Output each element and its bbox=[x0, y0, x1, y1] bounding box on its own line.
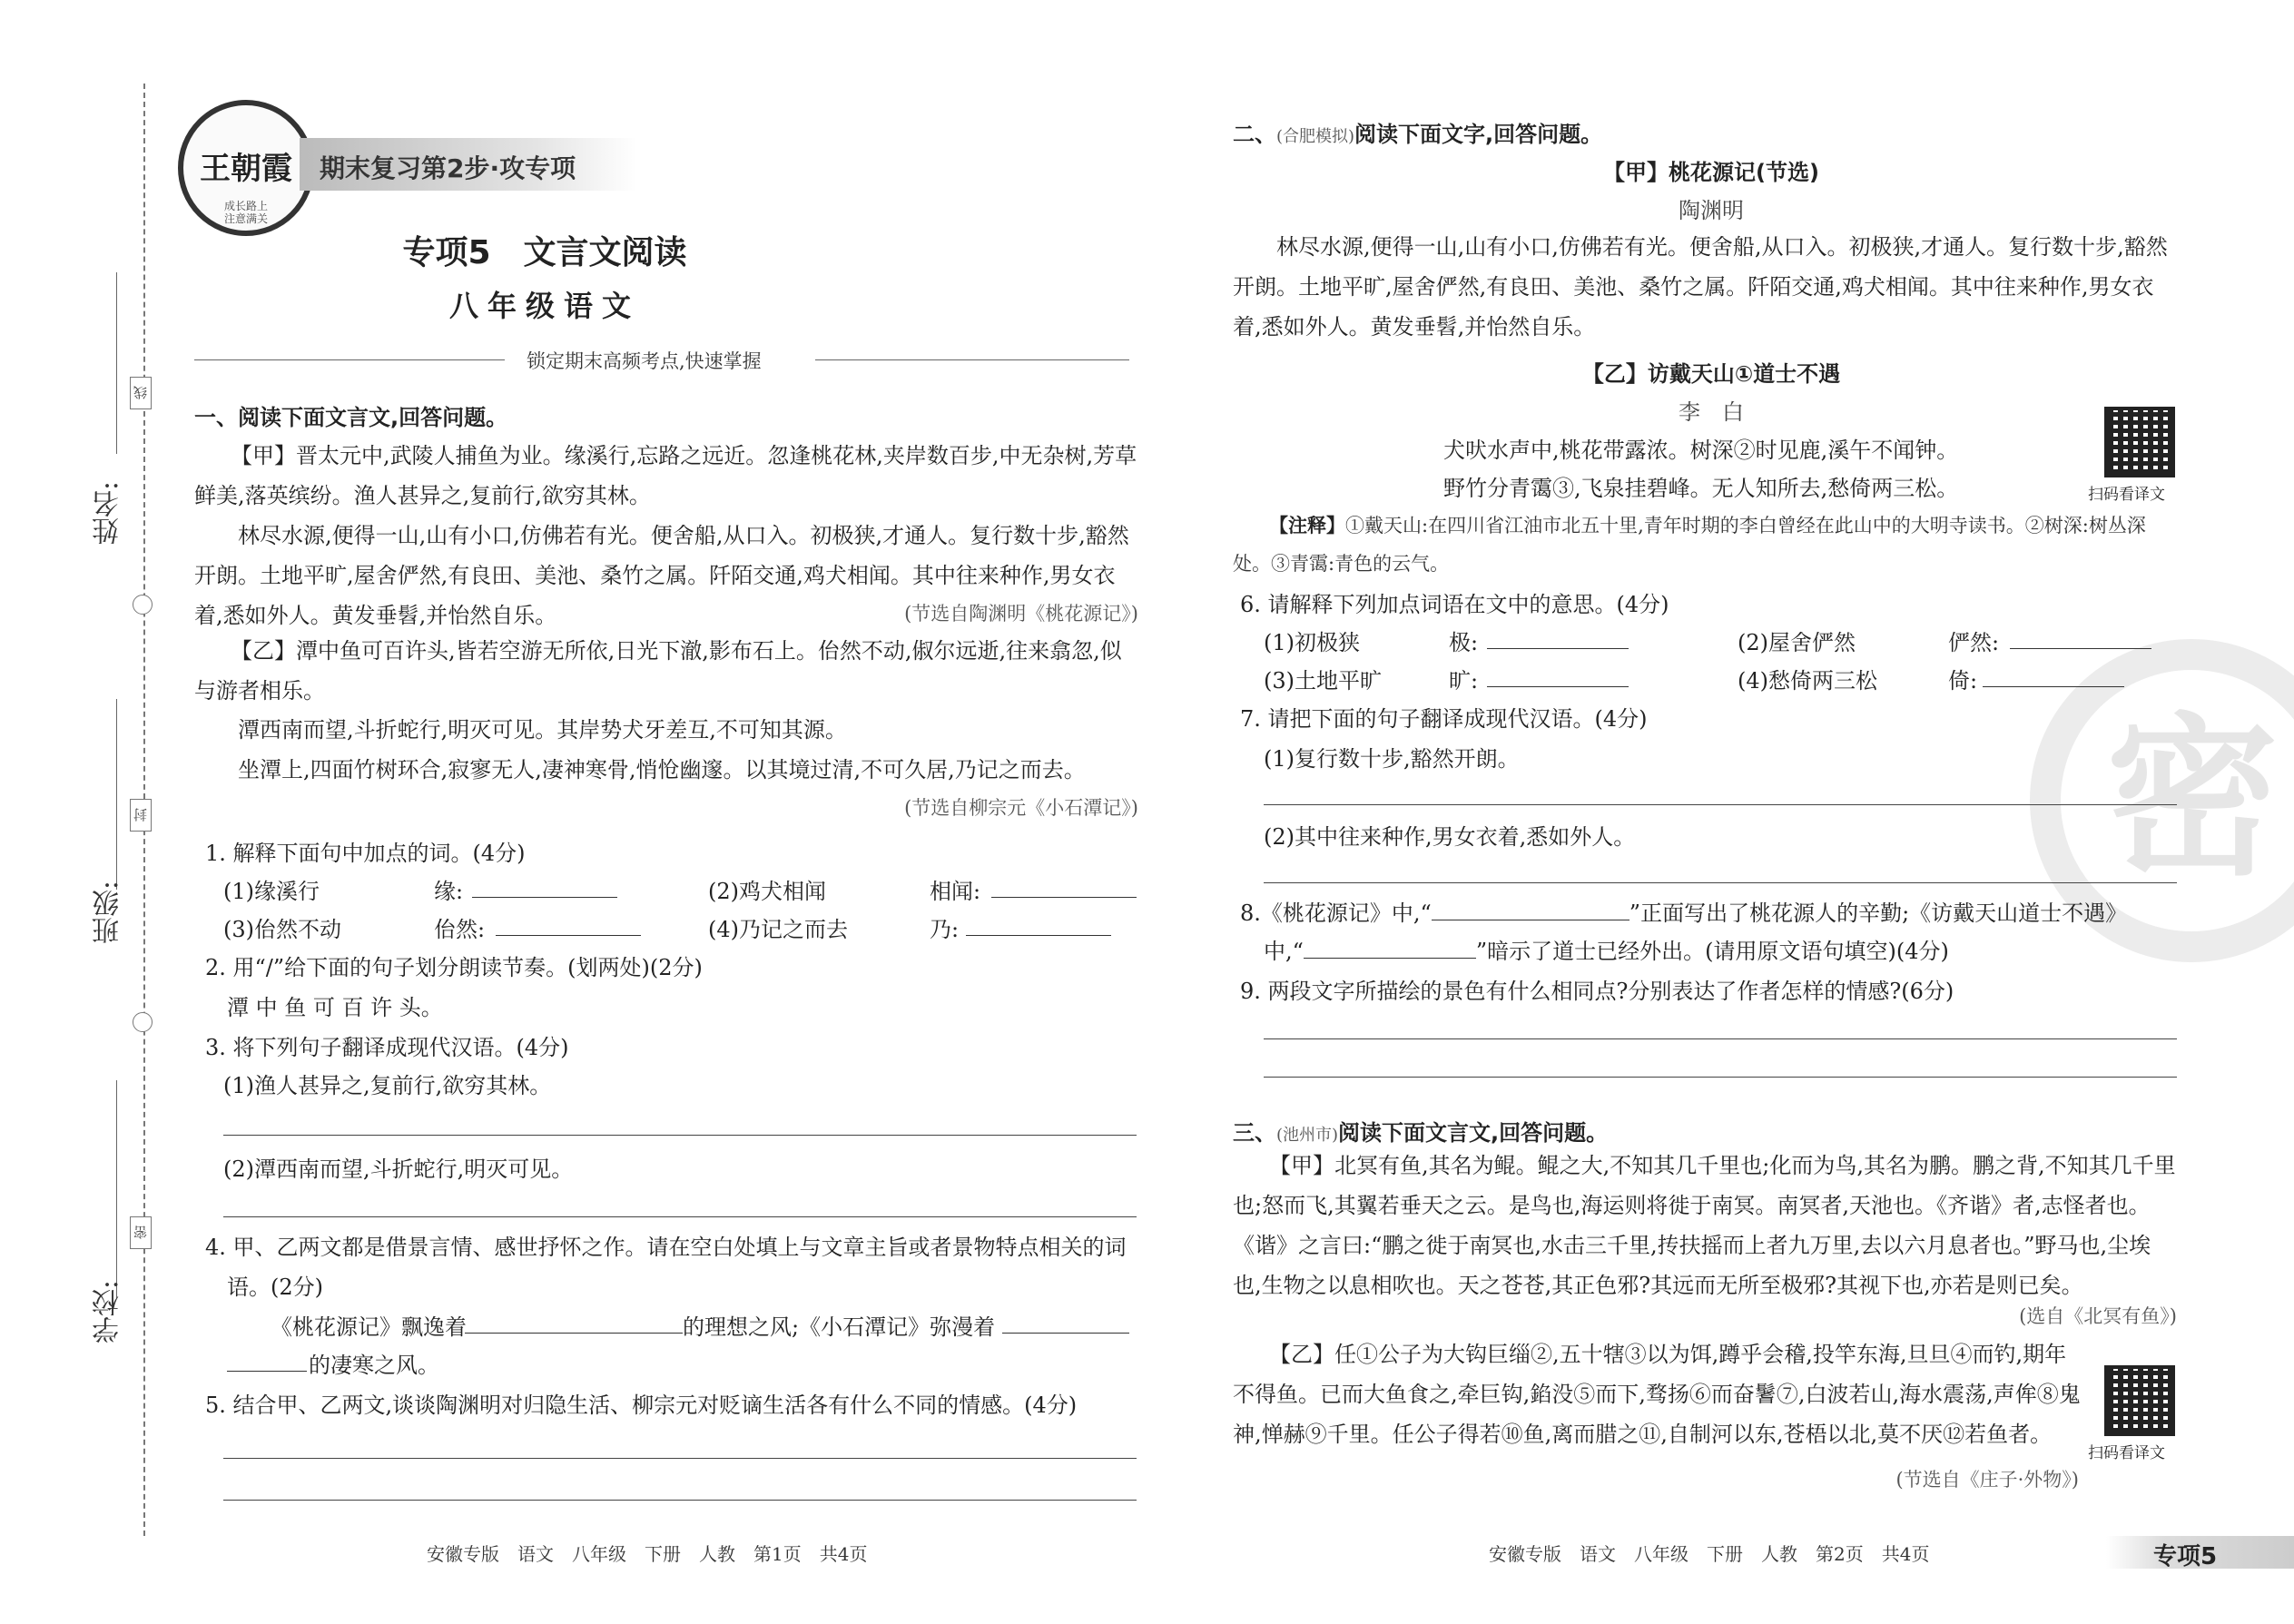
poem-line-2: 野竹分青霭③,飞泉挂碧峰。无人知所去,愁倚两三松。 bbox=[1443, 476, 1959, 501]
jia-title: 【甲】桃花源记(节选) bbox=[1603, 160, 1819, 185]
divider bbox=[194, 359, 505, 360]
q8-text-a: 8.《桃花源记》中,“ bbox=[1240, 901, 1432, 926]
q1-answer-2[interactable] bbox=[991, 877, 1137, 898]
q1-item-1-key: 缘: bbox=[434, 879, 464, 904]
question-4: 4. 甲、乙两文都是借景言情、感世抒怀之作。请在空白处填上与文章主旨或者景物特点相关的词语。(2分) bbox=[205, 1235, 1127, 1300]
annotation bbox=[1233, 507, 2177, 583]
q6-item-1-key: 极: bbox=[1449, 630, 1479, 655]
question-5: 5. 结合甲、乙两文,谈谈陶渊明对归隐生活、柳宗元对贬谪生活各有什么不同的情感。(4分) bbox=[205, 1393, 1078, 1418]
yi-source: (节选自柳宗元《小石潭记》) bbox=[904, 797, 1138, 819]
section-2-number: 二、 bbox=[1233, 122, 1276, 147]
yi-paragraph-3: 坐潭上,四面竹树环合,寂寥无人,凄神寒骨,悄怆幽邃。以其境过清,不可久居,乃记之而去。 bbox=[238, 757, 1086, 782]
section-2-heading bbox=[1233, 116, 1602, 148]
q3-item-2: (2)潭西南而望,斗折蛇行,明灭可见。 bbox=[223, 1156, 574, 1182]
section-3-heading bbox=[1233, 1115, 1608, 1147]
section-tab-label: 专项5 bbox=[2153, 1543, 2218, 1570]
q6-answer-1[interactable] bbox=[1487, 628, 1629, 649]
question-2: 2. 用“/”给下面的句子划分朗读节奏。(划两处)(2分) bbox=[205, 955, 703, 980]
s3-jia-text: 【甲】北冥有鱼,其名为鲲。鲲之大,不知其几千里也;化而为鸟,其名为鹏。鹏之背,不知其几千里也;怒而飞,其翼若垂天之云。是鸟也,海运则将徙于南冥。南冥者,天池也。《齐谐》者,志怪者也。《谐》之言曰:“鹏之徙于南冥也,水击三千里,抟扶摇而上者九万里,去以六月息者也。”野马也,尘埃也,生物之以息相吹也。天之苍苍,其正色邪?其远而无所至极邪?其视下也,亦若是则已矣。 bbox=[1233, 1153, 2176, 1298]
question-6: 6. 请解释下列加点词语在文中的意思。(4分) bbox=[1240, 592, 1669, 617]
divider bbox=[815, 359, 1129, 360]
q8-text-d: ”暗示了道士已经外出。(请用原文语句填空)(4分) bbox=[1475, 939, 1949, 964]
s3-jia-source: (选自《北冥有鱼》) bbox=[2019, 1305, 2177, 1327]
q4-answer-2a[interactable] bbox=[1002, 1313, 1129, 1334]
q9-answer-line-2[interactable] bbox=[1264, 1077, 2177, 1078]
question-9: 9. 两段文字所描绘的景色有什么相同点?分别表达了作者怎样的情感?(6分) bbox=[1240, 979, 1954, 1004]
q3-answer-line-1[interactable] bbox=[223, 1135, 1137, 1136]
q6-item-3-key: 旷: bbox=[1449, 668, 1479, 694]
binding-circle bbox=[133, 595, 153, 615]
name-write-line bbox=[116, 272, 117, 454]
q6-item-4-key: 倚: bbox=[1948, 668, 1978, 694]
class-write-line bbox=[116, 699, 117, 890]
q6-item-1: (1)初极狭 bbox=[1264, 630, 1360, 655]
q6-item-2: (2)屋舍俨然 bbox=[1738, 630, 1856, 655]
q6-answer-2[interactable] bbox=[2010, 628, 2151, 649]
section-1-heading: 一、阅读下面文言文,回答问题。 bbox=[194, 405, 508, 430]
q1-answer-1[interactable] bbox=[472, 877, 617, 898]
question-7: 7. 请把下面的句子翻译成现代汉语。(4分) bbox=[1240, 706, 1648, 732]
banner-text: 期末复习第2步·攻专项 bbox=[320, 153, 576, 183]
jia-source: (节选自陶渊明《桃花源记》) bbox=[904, 603, 1138, 625]
s3-yi-source: (节选自《庄子·外物》) bbox=[1895, 1469, 2079, 1491]
q4-fill-c: 的凄寒之风。 bbox=[309, 1353, 439, 1378]
q8-answer-1[interactable] bbox=[1432, 900, 1629, 920]
name-label: 姓名: bbox=[93, 481, 124, 546]
qr-caption-2: 扫码看译文 bbox=[2088, 1444, 2165, 1462]
question-1: 1. 解释下面句中加点的词。(4分) bbox=[205, 841, 526, 866]
section-tab bbox=[2106, 1536, 2294, 1569]
q5-answer-line-1[interactable] bbox=[223, 1458, 1137, 1459]
yi-author: 李 白 bbox=[1679, 399, 1744, 425]
q2-sentence: 潭 中 鱼 可 百 许 头。 bbox=[227, 995, 443, 1020]
brand-logo-slogan: 成长路上 bbox=[223, 200, 268, 212]
jia-paragraph-2: 林尽水源,便得一山,山有小口,仿佛若有光。便舍船,从口入。初极狭,才通人。复行数十步,豁然开朗。土地平旷,屋舍俨然,有良田、美池、桑竹之属。阡陌交通,鸡犬相闻。其中往来种作,男女衣着,悉如外人。黄发垂髫,并怡然自乐。 bbox=[194, 523, 1129, 628]
q8-answer-2[interactable] bbox=[1304, 938, 1476, 959]
school-label: 学校: bbox=[93, 1280, 124, 1344]
brand-logo bbox=[178, 100, 314, 236]
binding-box-xian: 线 bbox=[130, 377, 152, 409]
jia-paragraph-1: 【甲】晋太元中,武陵人捕鱼为业。缘溪行,忘路之远近。忽逢桃花林,夹岸数百步,中无杂树,芳草鲜美,落英缤纷。渔人甚异之,复前行,欲穷其林。 bbox=[194, 443, 1137, 508]
q1-answer-3[interactable] bbox=[496, 915, 641, 936]
question-3: 3. 将下列句子翻译成现代汉语。(4分) bbox=[205, 1035, 569, 1060]
jia-author: 陶渊明 bbox=[1679, 198, 1744, 223]
q8-text-c: 中,“ bbox=[1264, 939, 1304, 964]
q3-answer-line-2[interactable] bbox=[223, 1216, 1137, 1217]
q8-line-1 bbox=[1240, 895, 2127, 927]
q6-item-2-key: 俨然: bbox=[1948, 630, 2000, 655]
yi-paragraph-1: 【乙】潭中鱼可百许头,皆若空游无所依,日光下澈,影布石上。佁然不动,俶尔远逝,往来翕忽,似与游者相乐。 bbox=[194, 638, 1122, 704]
q6-answer-4[interactable] bbox=[1983, 666, 2124, 687]
section-2-instruction: 阅读下面文字,回答问题。 bbox=[1354, 122, 1603, 147]
q4-answer-2b[interactable] bbox=[227, 1351, 307, 1372]
q1-item-4-key: 乃: bbox=[930, 917, 960, 942]
q9-answer-line-1[interactable] bbox=[1264, 1038, 2177, 1039]
q7-item-1: (1)复行数十步,豁然开朗。 bbox=[1264, 746, 1520, 772]
q7-item-2: (2)其中往来种作,男女衣着,悉如外人。 bbox=[1264, 824, 1636, 850]
annotation-text: ①戴天山:在四川省江油市北五十里,青年时期的李白曾经在此山中的大明寺读书。②树深:树丛深处。③青霭:青色的云气。 bbox=[1233, 515, 2146, 575]
section-2-region: (合肥模拟) bbox=[1276, 127, 1355, 146]
banner bbox=[300, 138, 637, 191]
binding-box-mi: 密 bbox=[130, 1216, 152, 1249]
poem-line-1: 犬吠水声中,桃花带露浓。树深②时见鹿,溪午不闻钟。 bbox=[1443, 438, 1959, 463]
section-3-number: 三、 bbox=[1233, 1120, 1276, 1146]
q1-item-2-key: 相闻: bbox=[930, 879, 981, 904]
school-write-line bbox=[116, 1080, 117, 1298]
binding-box-feng: 封 bbox=[130, 799, 152, 832]
qr-code-icon[interactable] bbox=[2104, 1365, 2175, 1436]
footer-left: 安徽专版 语文 八年级 下册 人教 第1页 共4页 bbox=[427, 1543, 868, 1565]
q1-item-3: (3)佁然不动 bbox=[223, 917, 341, 942]
q4-fill-b: 的理想之风;《小石潭记》弥漫着 bbox=[683, 1314, 996, 1340]
tagline: 锁定期末高频考点,快速掌握 bbox=[527, 350, 762, 372]
q8-text-b: ”正面写出了桃花源人的辛勤;《访戴天山道士不遇》 bbox=[1629, 901, 2128, 926]
footer-right: 安徽专版 语文 八年级 下册 人教 第2页 共4页 bbox=[1489, 1543, 1930, 1565]
binding-circle bbox=[133, 1012, 153, 1032]
page-title: 专项5 文言文阅读 bbox=[402, 234, 687, 271]
q8-line-2 bbox=[1264, 933, 1949, 965]
q1-answer-4[interactable] bbox=[966, 915, 1111, 936]
section-3-instruction: 阅读下面文言文,回答问题。 bbox=[1338, 1120, 1609, 1146]
s3-yi-text: 【乙】任①公子为大钩巨缁②,五十犗③以为饵,蹲乎会稽,投竿东海,旦旦④而钓,期年不得鱼。已而大鱼食之,牵巨钩,錎没⑤而下,骛扬⑥而奋鬐⑦,白波若山,海水震荡,声侔⑧鬼神,惮赫⑨千里。任公子得若⑩鱼,离而腊之⑪,自制河以东,苍梧以北,莫不厌⑫若鱼者。 bbox=[1233, 1342, 2081, 1447]
q4-answer-1[interactable] bbox=[465, 1313, 683, 1334]
qr-code-icon[interactable] bbox=[2104, 407, 2175, 477]
yi-title: 【乙】访戴天山①道士不遇 bbox=[1581, 361, 1841, 387]
qr-caption: 扫码看译文 bbox=[2088, 486, 2165, 504]
q1-item-1: (1)缘溪行 bbox=[223, 879, 320, 904]
q4-fill-a: 《桃花源记》飘逸着 bbox=[271, 1314, 467, 1340]
q7-answer-line-1[interactable] bbox=[1264, 804, 2177, 805]
jia-text: 林尽水源,便得一山,山有小口,仿佛若有光。便舍船,从口入。初极狭,才通人。复行数十步,豁然开朗。土地平旷,屋舍俨然,有良田、美池、桑竹之属。阡陌交通,鸡犬相闻。其中往来种作,男女衣着,悉如外人。黄发垂髫,并怡然自乐。 bbox=[1233, 234, 2168, 340]
q1-item-4: (4)乃记之而去 bbox=[708, 917, 848, 942]
q6-item-3: (3)土地平旷 bbox=[1264, 668, 1382, 694]
q6-item-4: (4)愁倚两三松 bbox=[1738, 668, 1877, 694]
q1-item-3-key: 佁然: bbox=[434, 917, 486, 942]
page-subtitle: 八年级语文 bbox=[448, 289, 640, 323]
q5-answer-line-2[interactable] bbox=[223, 1500, 1137, 1501]
section-3-region: (池州市) bbox=[1276, 1126, 1339, 1145]
secret-stamp-char: 密 bbox=[2105, 698, 2279, 899]
yi-paragraph-2: 潭西南而望,斗折蛇行,明灭可见。其岸势犬牙差互,不可知其源。 bbox=[238, 717, 847, 743]
q7-answer-line-2[interactable] bbox=[1264, 882, 2177, 883]
annotation-label: 【注释】 bbox=[1269, 515, 1345, 536]
q3-item-1: (1)渔人甚异之,复前行,欲穷其林。 bbox=[223, 1073, 552, 1098]
brand-logo-slogan-2: 注意满关 bbox=[223, 212, 268, 225]
class-label: 班级: bbox=[93, 881, 124, 945]
brand-logo-text: 王朝霞 bbox=[200, 151, 292, 187]
q6-answer-3[interactable] bbox=[1487, 666, 1629, 687]
q1-item-2: (2)鸡犬相闻 bbox=[708, 879, 826, 904]
